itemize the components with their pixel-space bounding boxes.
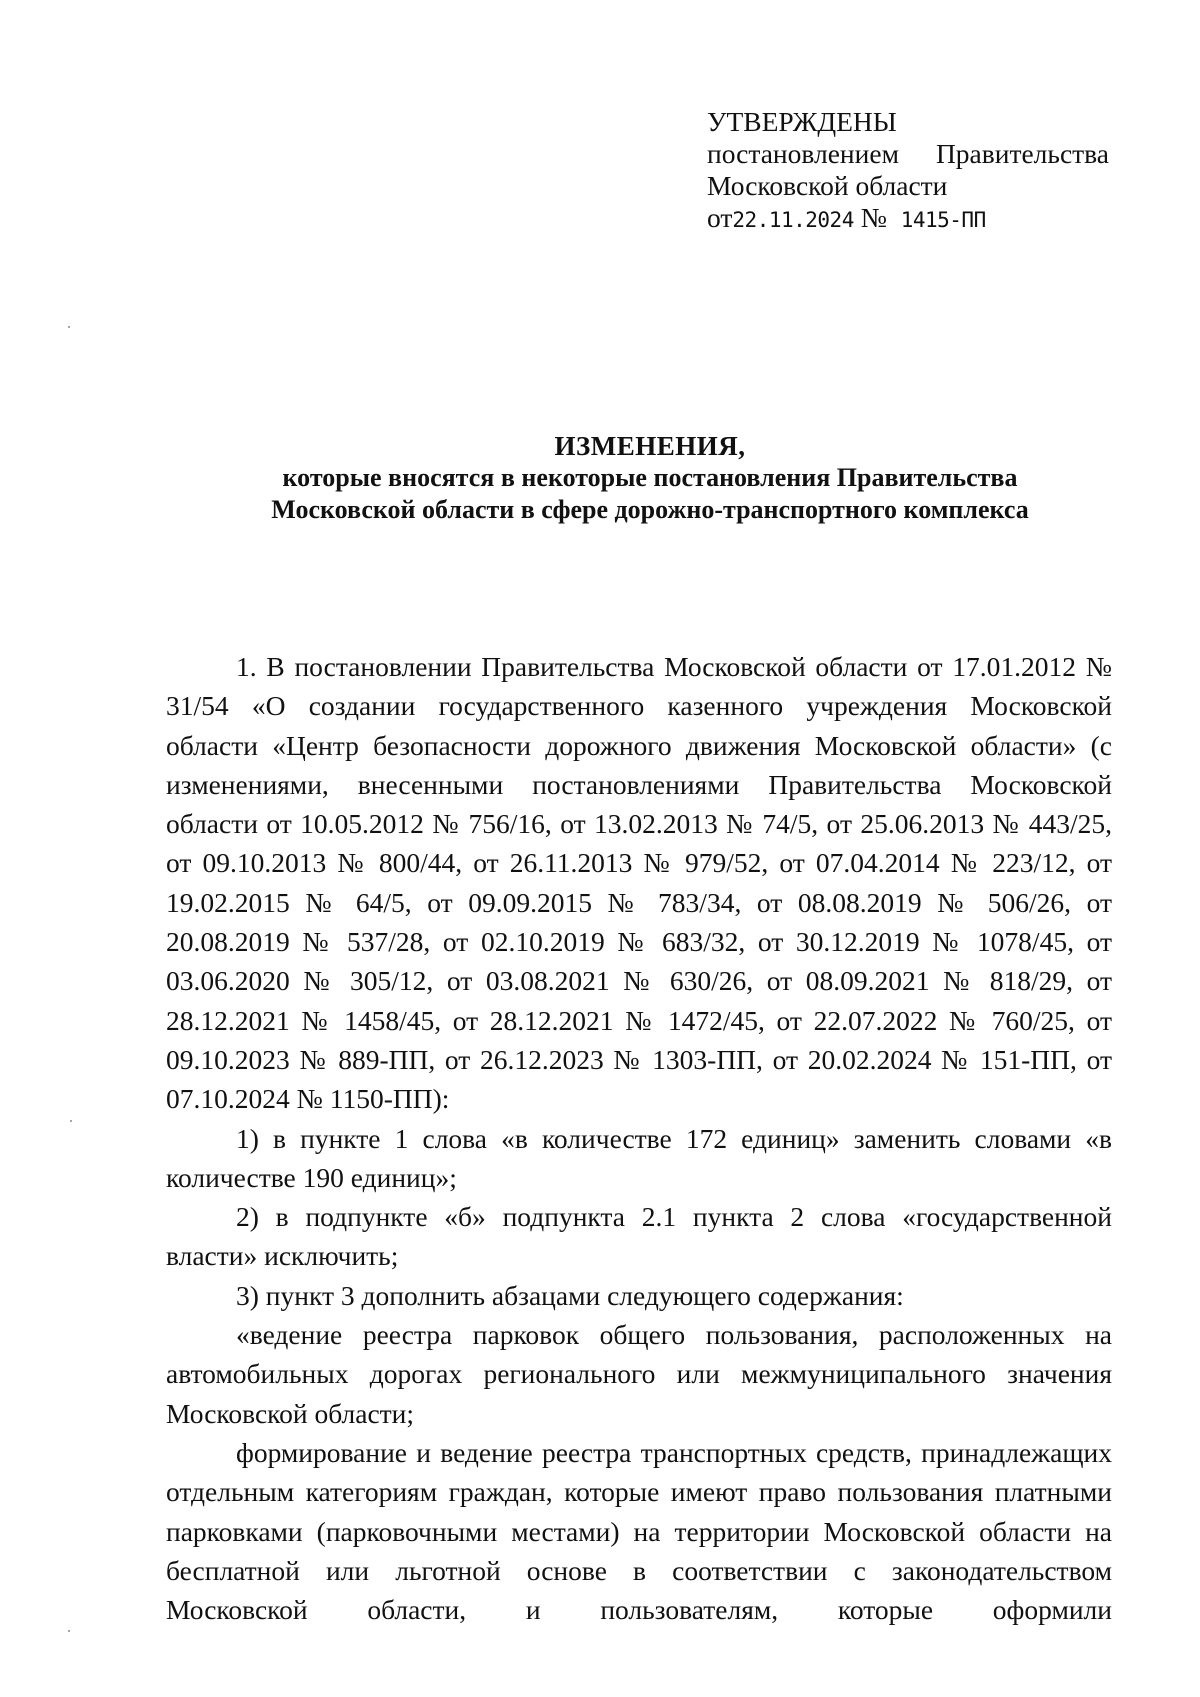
- scan-speck: [68, 1630, 70, 1632]
- approval-block: [707, 106, 1127, 236]
- paragraph-4: 3) пункт 3 дополнить абзацами следующего содержания:: [236, 1279, 904, 1311]
- paragraph-3: 2) в подпункте «б» подпункта 2.1 пункта 2 слова «государственной власти» исключить;: [166, 1201, 1112, 1272]
- paragraph-6: формирование и ведение реестра транспортных средств, принадлежащих отдельным категориям граждан, которые имеют право пользования платными парковками (парковочными местами) на территории Московской области на бесплатной или льготной основе в соответствии с законодательством Московской области, и пользователям, которые оформили: [166, 1436, 1112, 1626]
- paragraph-2: 1) в пункте 1 слова «в количестве 172 единиц» заменить словами «в количестве 190 единиц»;: [166, 1122, 1112, 1193]
- paragraph-1: 1. В постановлении Правительства Московской области от 17.01.2012 № 31/54 «О создании государственного казенного учреждения Московской области «Центр безопасности дорожного движения Московской области» (с изменениями, внесенными постановлениями Правительства Московской области от 10.05.2012 № 756/16, от 13.02.2013 № 74/5, от 25.06.2013 № 443/25, от 09.10.2013 № 800/44, от 26.11.2013 № 979/52, от 07.04.2014 № 223/12, от 19.02.2015 № 64/5, от 09.09.2015 № 783/34, от 08.08.2019 № 506/26, от 20.08.2019 № 537/28, от 02.10.2019 № 683/32, от 30.12.2019 № 1078/45, от 03.06.2020 № 305/12, от 03.08.2021 № 630/26, от 08.09.2021 № 818/29, от 28.12.2021 № 1458/45, от 28.12.2021 № 1472/45, от 22.07.2022 № 760/25, от 09.10.2023 № 889-ПП, от 26.12.2023 № 1303-ПП, от 20.02.2024 № 151-ПП, от 07.10.2024 № 1150-ПП):: [166, 651, 1112, 1115]
- title-subtitle-line-1: которые вносятся в некоторые постановления Правительства: [282, 463, 1018, 492]
- approval-region: Московской области: [707, 170, 948, 201]
- document-title: [160, 430, 1140, 526]
- document-body: [166, 647, 1112, 1629]
- approval-date: 22.11.2024: [732, 208, 854, 232]
- approval-heading: УТВЕРЖДЕНЫ: [707, 106, 897, 137]
- approval-number-sign: №: [860, 202, 887, 233]
- approval-date-line: [707, 202, 1127, 236]
- approval-authority-word: постановлением: [707, 138, 899, 169]
- approval-authority-line: [707, 138, 1109, 170]
- paragraph-5: «ведение реестра парковок общего пользования, расположенных на автомобильных дорогах регионального или межмуниципального значения Московской области;: [166, 1319, 1112, 1429]
- approval-authority-government: Правительства: [935, 138, 1109, 169]
- approval-date-prefix: от: [707, 202, 733, 233]
- title-subtitle-line-2: Московской области в сфере дорожно-транспортного комплекса: [271, 495, 1029, 524]
- approval-number: 1415-ПП: [900, 208, 986, 232]
- scan-speck: [70, 1120, 72, 1122]
- title-main: ИЗМЕНЕНИЯ,: [554, 431, 746, 461]
- scan-speck: [68, 326, 70, 328]
